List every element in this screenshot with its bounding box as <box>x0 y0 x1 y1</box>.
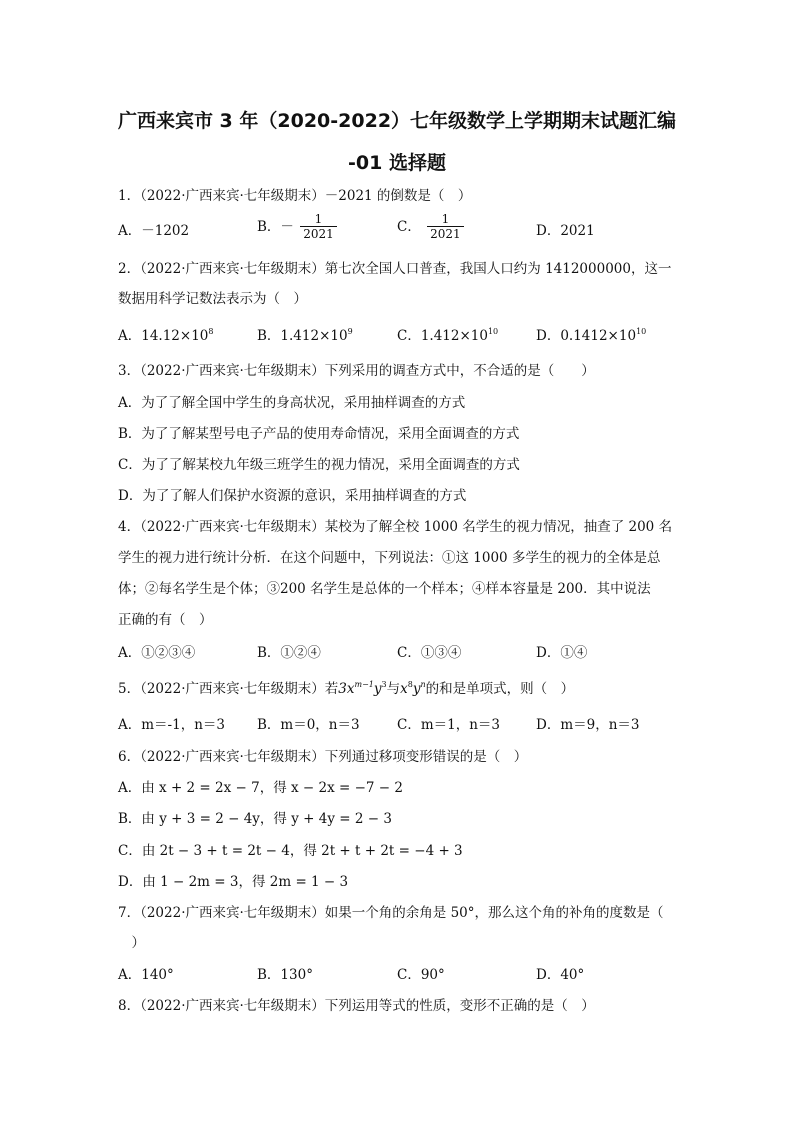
question-2-option-c <box>397 327 498 345</box>
exponent: 8 <box>208 327 214 336</box>
question-7-stem-line2: ） <box>118 935 145 951</box>
question-2-option-d <box>536 327 646 345</box>
option-b-prefix: B．－ <box>257 218 294 235</box>
question-3-stem: 3．（2022·广西来宾·七年级期末）下列采用的调查方式中，不合适的是（ ） <box>118 363 595 379</box>
question-7-option-a: A．140° <box>118 967 174 983</box>
question-3-option-b: B．为了了解某型号电子产品的使用寿命情况，采用全面调查的方式 <box>118 426 520 442</box>
term: y <box>412 681 421 697</box>
term: x <box>400 681 408 697</box>
exponent: 9 <box>347 327 353 336</box>
question-4-option-b: B．①②④ <box>257 645 321 661</box>
question-6-option-a: A．由 x + 2 = 2x − 7，得 x − 2x = −7 − 2 <box>118 780 403 796</box>
option-text: D．0.1412×10 <box>536 328 637 344</box>
question-4-option-d: D．①④ <box>536 645 588 661</box>
question-2-option-b <box>257 327 353 345</box>
stem-tail: 的和是单项式，则（ ） <box>425 681 575 697</box>
question-3-option-d: D．为了了解人们保护水资源的意识，采用抽样调查的方式 <box>118 488 467 504</box>
question-2-option-a <box>118 327 213 345</box>
question-7-stem-line1: 7．（2022·广西来宾·七年级期末）如果一个角的余角是 50°，那么这个角的补角的度数是（ <box>118 905 664 921</box>
question-4-option-a: A．①②③④ <box>118 645 196 661</box>
question-2-stem-line2: 数据用科学记数法表示为（ ） <box>118 291 307 307</box>
exponent: 3 <box>381 680 387 689</box>
question-1-stem: 1．（2022·广西来宾·七年级期末）－2021 的倒数是（ ） <box>118 188 472 204</box>
question-4-option-c: C．①③④ <box>397 645 462 661</box>
question-1-option-b <box>257 212 339 241</box>
stem-text: 5．（2022·广西来宾·七年级期末）若 <box>118 681 339 697</box>
page-title-line1: 广西来宾市 3 年（2020-2022）七年级数学上学期期末试题汇编 <box>117 110 677 132</box>
exponent: 10 <box>487 327 499 336</box>
question-4-stem-line4: 正确的有（ ） <box>118 612 213 628</box>
question-3-option-c: C．为了了解某校九年级三班学生的视力情况，采用全面调查的方式 <box>118 457 520 473</box>
option-text: B．1.412×10 <box>257 328 348 344</box>
question-5-option-d: D．m＝9，n＝3 <box>536 717 640 733</box>
fraction-numerator: 1 <box>314 212 323 226</box>
question-8-stem: 8．（2022·广西来宾·七年级期末）下列运用等式的性质，变形不正确的是（ ） <box>118 998 595 1014</box>
fraction-denominator: 2021 <box>427 226 464 241</box>
exponent: 10 <box>636 327 647 336</box>
question-5-option-a: A．m＝-1，n＝3 <box>118 717 225 733</box>
question-7-option-b: B．130° <box>257 967 313 983</box>
option-c-prefix: C． <box>397 218 421 235</box>
question-6-stem: 6．（2022·广西来宾·七年级期末）下列通过移项变形错误的是（ ） <box>118 749 528 765</box>
fraction <box>300 212 337 241</box>
question-6-option-b: B．由 y + 3 = 2 − 4y，得 y + 4y = 2 − 3 <box>118 811 392 827</box>
question-4-stem-line1: 4．（2022·广西来宾·七年级期末）某校为了解全校 1000 名学生的视力情况，抽查了 200 名 <box>118 519 673 535</box>
question-2-stem-line1: 2．（2022·广西来宾·七年级期末）第七次全国人口普查，我国人口约为 1412000000，这一 <box>118 261 672 277</box>
term: 3x <box>338 681 355 697</box>
question-4-stem-line3: 体；②每名学生是个体；③200 名学生是总体的一个样本；④样本容量是 200．其中说法 <box>118 581 651 597</box>
exponent: n <box>420 680 426 689</box>
question-7-option-c: C．90° <box>397 967 445 983</box>
fraction-numerator: 1 <box>441 212 450 226</box>
exponent: m−1 <box>354 680 374 689</box>
page-title-line2: -01 选择题 <box>348 152 446 174</box>
fraction <box>427 212 464 241</box>
question-6-option-d: D．由 1 − 2m = 3，得 2m = 1 − 3 <box>118 874 349 890</box>
exponent: 8 <box>407 680 413 689</box>
option-text: C．1.412×10 <box>397 328 488 344</box>
question-3-option-a: A．为了了解全国中学生的身高状况，采用抽样调查的方式 <box>118 395 466 411</box>
option-text: A．14.12×10 <box>118 328 209 344</box>
question-7-option-d: D．40° <box>536 967 585 983</box>
term: y <box>373 681 382 697</box>
question-5-stem <box>118 680 574 698</box>
question-6-option-c: C．由 2t − 3 + t = 2t − 4，得 2t + t + 2t = −4 + 3 <box>118 843 463 859</box>
question-5-option-c: C．m＝1，n＝3 <box>397 717 501 733</box>
question-1-option-c <box>397 212 466 241</box>
question-1-option-a: A．－1202 <box>118 223 190 239</box>
question-4-stem-line2: 学生的视力进行统计分析．在这个问题中，下列说法：①这 1000 多学生的视力的全体是总 <box>118 550 661 566</box>
connector-text: 与 <box>386 681 401 697</box>
question-1-option-d: D．2021 <box>536 223 595 239</box>
question-5-option-b: B．m＝0，n＝3 <box>257 717 360 733</box>
fraction-denominator: 2021 <box>300 226 337 241</box>
